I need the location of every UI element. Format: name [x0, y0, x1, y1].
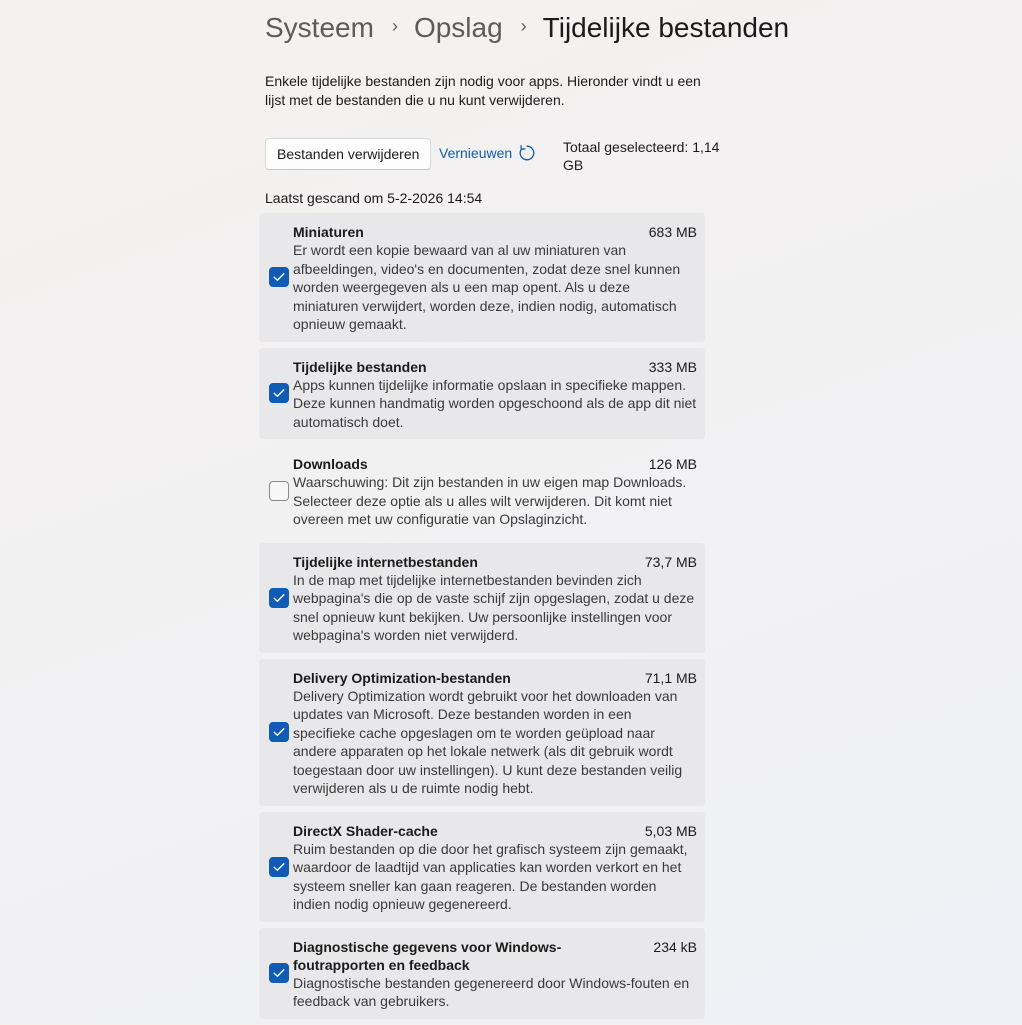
breadcrumb-item-opslag[interactable]: Opslag — [413, 12, 503, 43]
checkmark-icon — [270, 384, 288, 402]
breadcrumb — [265, 8, 789, 48]
list-item[interactable] — [259, 348, 705, 440]
item-description: Ruim bestanden op die door het grafisch systeem zijn gemaakt, waardoor de laadtijd van applicaties kan worden verkort en het systeem sneller kan gaan reageren. De bestanden worden indien nodig opnieuw gegenereerd. — [293, 840, 688, 912]
item-description: Diagnostische bestanden gegenereerd door Windows-fouten en feedback van gebruikers. — [293, 974, 690, 1009]
item-description: Delivery Optimization wordt gebruikt voor het downloaden van updates van Microsoft. Deze bestanden worden in een specifieke cache opgeslagen om te worden geüpload naar andere apparaten op het lokale netwerk (als dit gebruik wordt toegestaan door uw instellingen). U kunt deze bestanden veilig verwijderen als u de ruimte nodig hebt. — [293, 687, 683, 796]
checkbox-checked[interactable] — [269, 857, 289, 877]
item-header — [293, 223, 697, 241]
item-description: Apps kunnen tijdelijke informatie opslaan in specifieke mappen. Deze kunnen handmatig worden opgeschoond als de app dit niet automatisch doet. — [293, 376, 697, 430]
item-header — [293, 938, 697, 974]
item-header — [293, 553, 697, 571]
checkbox-checked[interactable] — [269, 588, 289, 608]
item-title: Diagnostische gegevens voor Windows-foutrapporten en feedback — [293, 938, 562, 973]
refresh-icon — [518, 144, 536, 162]
intro-text: Enkele tijdelijke bestanden zijn nodig voor apps. Hieronder vindt u een lijst met de bestanden die u nu kunt verwijderen. — [265, 73, 701, 108]
item-description: Waarschuwing: Dit zijn bestanden in uw eigen map Downloads. Selecteer deze optie als u alles wilt verwijderen. Dit komt niet overeen met uw configuratie van Opslaginzicht. — [293, 474, 687, 527]
list-item[interactable] — [259, 928, 705, 1019]
item-title: Tijdelijke internetbestanden — [293, 553, 478, 570]
refresh-link[interactable] — [439, 144, 536, 162]
checkmark-icon — [270, 964, 288, 982]
item-title: Delivery Optimization-bestanden — [293, 669, 511, 686]
item-size: 683 MB — [648, 224, 697, 240]
item-size: 234 kB — [653, 938, 697, 955]
chevron-right-icon: › — [520, 15, 527, 36]
list-item[interactable] — [259, 543, 705, 653]
toolbar — [265, 138, 720, 173]
refresh-label: Vernieuwen — [439, 145, 513, 161]
item-header — [293, 455, 697, 473]
item-title: DirectX Shader-cache — [293, 822, 438, 839]
item-header — [293, 358, 697, 376]
checkbox-checked[interactable] — [269, 963, 289, 983]
item-size: 333 MB — [648, 358, 697, 375]
checkmark-icon — [270, 268, 288, 286]
item-size: 71,1 MB — [644, 669, 697, 686]
checkbox-checked[interactable] — [269, 383, 289, 403]
total-selected: Totaal geselecteerd: 1,14 GB — [563, 139, 720, 173]
chevron-right-icon: › — [391, 15, 398, 36]
list-item[interactable] — [259, 445, 705, 537]
item-title: Miniaturen — [293, 224, 364, 240]
list-item[interactable] — [259, 812, 705, 922]
item-header — [293, 822, 697, 840]
page-title: Tijdelijke bestanden — [542, 12, 790, 43]
delete-files-button[interactable]: Bestanden verwijderen — [265, 138, 431, 170]
checkbox-checked[interactable] — [269, 722, 289, 742]
checkbox-unchecked[interactable] — [269, 481, 289, 501]
item-title: Downloads — [293, 456, 368, 472]
last-scan-text: Laatst gescand om 5-2-2026 14:54 — [265, 190, 483, 206]
item-size: 5,03 MB — [644, 822, 697, 839]
item-size: 126 MB — [648, 456, 697, 472]
list-item[interactable] — [259, 659, 705, 806]
item-size: 73,7 MB — [644, 553, 697, 570]
checkmark-icon — [270, 723, 288, 741]
breadcrumb-item-systeem[interactable]: Systeem — [265, 12, 374, 43]
item-description: Er wordt een kopie bewaard van al uw miniaturen van afbeeldingen, video's en documenten, zodat deze snel kunnen worden weergegeven als u een map opent. Als u deze miniaturen verwijdert, worden deze, indien nodig, automatisch opnieuw gemaakt. — [293, 242, 681, 332]
temp-files-list — [259, 213, 705, 1025]
item-header — [293, 669, 697, 687]
checkmark-icon — [270, 589, 288, 607]
item-description: In de map met tijdelijke internetbestanden bevinden zich webpagina's die op de vaste schijf zijn opgeslagen, zodat u deze snel opnieuw kunt bekijken. Uw persoonlijke instellingen voor webpagina's worden niet verwijderd. — [293, 571, 695, 643]
item-title: Tijdelijke bestanden — [293, 358, 427, 375]
checkmark-icon — [270, 858, 288, 876]
list-item[interactable] — [259, 213, 705, 342]
checkbox-checked[interactable] — [269, 267, 289, 287]
